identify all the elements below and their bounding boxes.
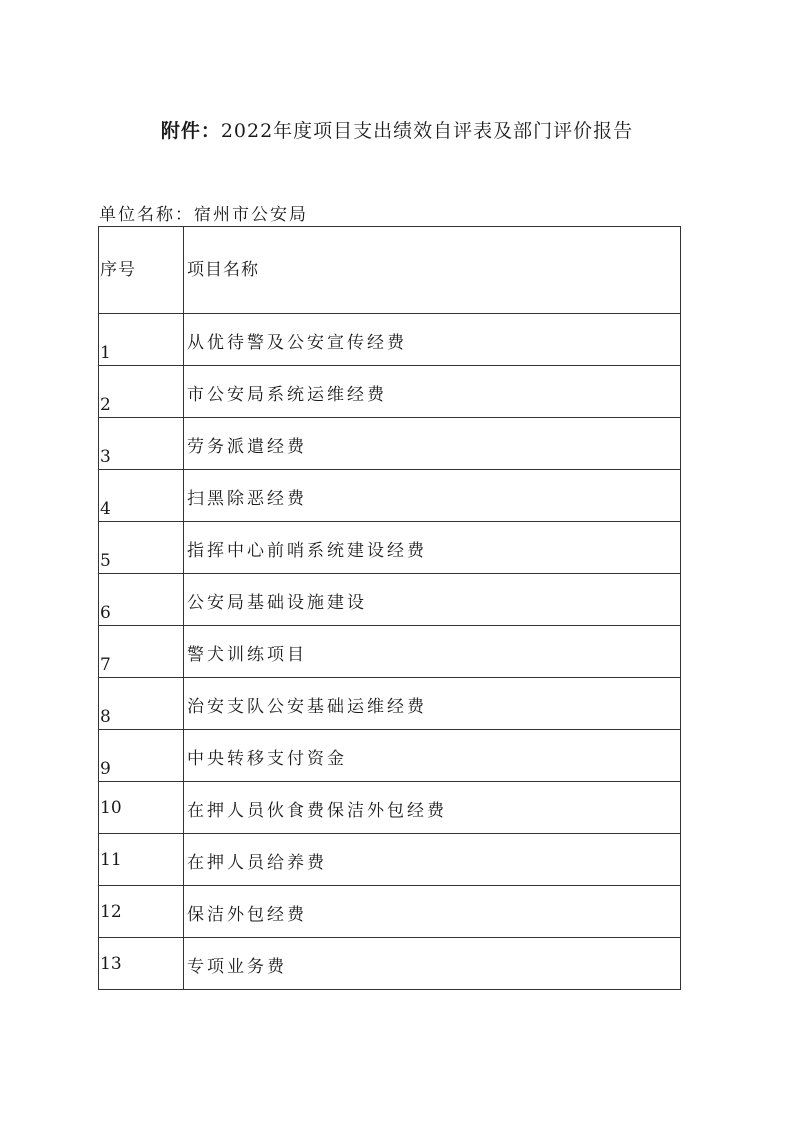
header-index-cell [99, 227, 184, 314]
row-index-cell [99, 470, 184, 522]
table-row [99, 678, 681, 730]
project-name: 从优待警及公安宣传经费 [187, 333, 407, 353]
row-name-cell [184, 782, 681, 834]
row-index-cell [99, 678, 184, 730]
project-name: 公安局基础设施建设 [187, 593, 367, 613]
project-name: 在押人员伙食费保洁外包经费 [187, 801, 447, 821]
row-name-cell [184, 418, 681, 470]
project-name: 专项业务费 [187, 957, 287, 977]
row-name-cell [184, 730, 681, 782]
row-name-cell [184, 522, 681, 574]
project-name: 保洁外包经费 [187, 905, 307, 925]
title-prefix: 附件： [160, 120, 221, 142]
table-row [99, 418, 681, 470]
row-index: 4 [100, 499, 111, 519]
row-index: 1 [100, 343, 111, 363]
table-row [99, 626, 681, 678]
row-index-cell [99, 782, 184, 834]
row-name-cell [184, 626, 681, 678]
row-index: 2 [100, 395, 111, 415]
table-row [99, 782, 681, 834]
header-name-cell [184, 227, 681, 314]
row-index: 8 [100, 707, 111, 727]
row-index-cell [99, 938, 184, 990]
table-row [99, 730, 681, 782]
project-name: 警犬训练项目 [187, 645, 307, 665]
row-name-cell [184, 678, 681, 730]
row-index: 12 [100, 901, 122, 922]
row-name-cell [184, 886, 681, 938]
row-index: 9 [100, 759, 111, 779]
row-name-cell [184, 938, 681, 990]
row-index-cell [99, 834, 184, 886]
row-index-cell [99, 418, 184, 470]
table-row [99, 834, 681, 886]
project-name: 治安支队公安基础运维经费 [187, 697, 427, 717]
table-row [99, 314, 681, 366]
table-row [99, 366, 681, 418]
header-index-label: 序号 [100, 260, 136, 280]
row-index: 11 [100, 849, 122, 870]
row-index-cell [99, 730, 184, 782]
row-index-cell [99, 886, 184, 938]
unit-name-line: 单位名称：宿州市公安局 [99, 205, 308, 225]
table-row [99, 470, 681, 522]
project-name: 市公安局系统运维经费 [187, 385, 387, 405]
row-index: 10 [100, 797, 122, 818]
row-index-cell [99, 522, 184, 574]
table-row [99, 522, 681, 574]
row-index-cell [99, 314, 184, 366]
document-title [0, 116, 794, 143]
table-row [99, 574, 681, 626]
row-index: 7 [100, 655, 111, 675]
row-index-cell [99, 574, 184, 626]
project-name: 劳务派遣经费 [187, 437, 307, 457]
project-name: 中央转移支付资金 [187, 749, 347, 769]
row-index: 6 [100, 603, 111, 623]
row-name-cell [184, 470, 681, 522]
header-name-label: 项目名称 [187, 260, 259, 280]
project-table [98, 226, 681, 990]
table-row [99, 938, 681, 990]
project-name: 扫黑除恶经费 [187, 489, 307, 509]
row-name-cell [184, 366, 681, 418]
project-name: 指挥中心前哨系统建设经费 [187, 541, 427, 561]
project-name: 在押人员给养费 [187, 853, 327, 873]
title-text: 2022年度项目支出绩效自评表及部门评价报告 [220, 120, 634, 142]
row-name-cell [184, 314, 681, 366]
row-index: 3 [100, 447, 111, 467]
row-name-cell [184, 574, 681, 626]
row-index: 13 [100, 953, 122, 974]
table-header-row [99, 227, 681, 314]
table-row [99, 886, 681, 938]
row-index-cell [99, 366, 184, 418]
row-name-cell [184, 834, 681, 886]
row-index-cell [99, 626, 184, 678]
row-index: 5 [100, 551, 111, 571]
